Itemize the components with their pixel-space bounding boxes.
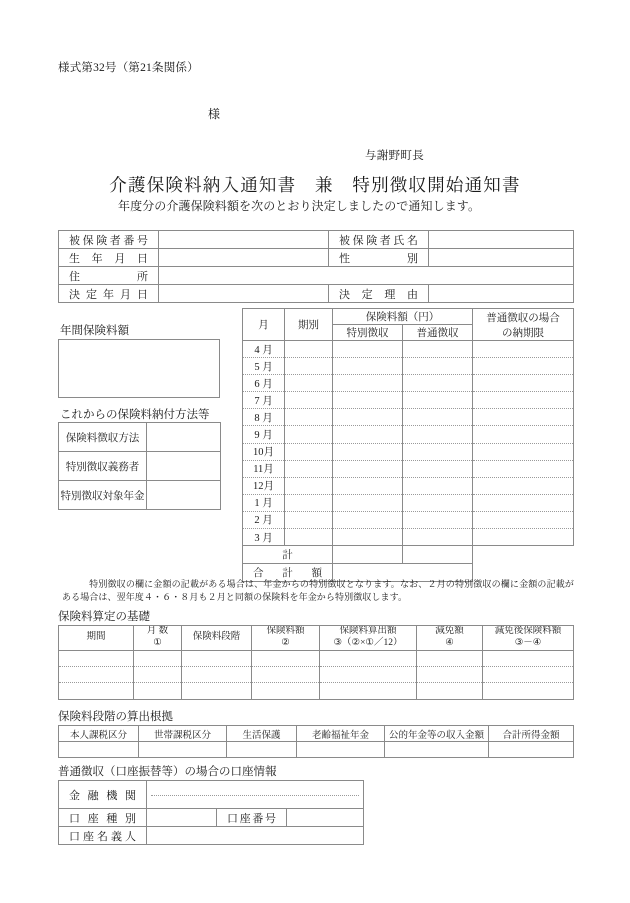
calc-premium[interactable] (252, 650, 320, 666)
special-amount[interactable] (333, 443, 403, 460)
table-row (59, 423, 221, 452)
public-pension-income-value[interactable] (385, 742, 489, 758)
calc-computed[interactable] (320, 650, 417, 666)
due-date-value[interactable] (473, 529, 574, 546)
ordinary-amount[interactable] (403, 392, 473, 409)
table-row (59, 452, 221, 481)
header-period-range: 期間 (59, 626, 134, 651)
calc-premium[interactable] (252, 683, 320, 699)
calc-reduction[interactable] (417, 683, 483, 699)
ordinary-amount[interactable] (403, 494, 473, 511)
address-label: 住 所 (59, 267, 159, 285)
table-row (59, 231, 574, 249)
due-date-value[interactable] (473, 494, 574, 511)
bank-info-table (58, 780, 364, 845)
table-row (59, 781, 364, 809)
ordinary-amount[interactable] (403, 358, 473, 375)
month-label: 9 月 (243, 426, 285, 443)
special-collector-value[interactable] (147, 452, 221, 481)
month-label: 7 月 (243, 392, 285, 409)
header-premium-amount: 保険料額 ② (252, 626, 320, 651)
ordinary-amount[interactable] (403, 529, 473, 546)
table-header-row (59, 726, 574, 742)
welfare-value[interactable] (227, 742, 297, 758)
insured-number-value[interactable] (159, 231, 329, 249)
table-row (243, 477, 574, 494)
header-old-age-pension: 老齢福祉年金 (297, 726, 385, 742)
calc-computed[interactable] (320, 667, 417, 683)
due-date-value[interactable] (473, 375, 574, 392)
ordinary-amount[interactable] (403, 511, 473, 528)
calc-period[interactable] (59, 650, 134, 666)
special-amount[interactable] (333, 529, 403, 546)
header-period: 期別 (285, 309, 333, 341)
header-ordinary-collection: 普通徴収 (403, 325, 473, 341)
header-premium-amount: 保険料額（円） (333, 309, 473, 325)
special-amount[interactable] (333, 341, 403, 358)
total-income-value[interactable] (489, 742, 574, 758)
collection-method-value[interactable] (147, 423, 221, 452)
financial-institution-label: 金融機関 (59, 781, 147, 809)
payment-method-table (58, 422, 221, 510)
stage-basis-table (58, 725, 574, 758)
account-number-label: 口座番号 (217, 809, 287, 827)
header-total-income: 合計所得金額 (489, 726, 574, 742)
calc-stage[interactable] (182, 650, 252, 666)
table-row (243, 341, 574, 358)
month-label: 11月 (243, 460, 285, 477)
special-amount[interactable] (333, 477, 403, 494)
table-row (59, 827, 364, 845)
intro-sentence: 年度分の介護保険料額を次のとおり決定しましたので通知します。 (118, 199, 481, 213)
addressee-honorific: 様 (208, 107, 221, 121)
table-row (59, 809, 364, 827)
ordinary-amount[interactable] (403, 443, 473, 460)
period-value[interactable] (285, 511, 333, 528)
table-row (243, 358, 574, 375)
special-amount[interactable] (333, 460, 403, 477)
month-label: 12月 (243, 477, 285, 494)
household-tax-category-value[interactable] (139, 742, 227, 758)
account-type-value[interactable] (147, 809, 217, 827)
decision-date-label: 決定年月日 (59, 285, 159, 303)
table-row (59, 267, 574, 285)
bank-info-caption: 普通徴収（口座振替等）の場合の口座情報 (58, 766, 277, 778)
table-row (243, 375, 574, 392)
old-age-pension-value[interactable] (297, 742, 385, 758)
month-label: 8 月 (243, 409, 285, 426)
table-row (59, 742, 574, 758)
header-special-collection: 特別徴収 (333, 325, 403, 341)
form-number: 様式第32号（第21条関係） (58, 62, 199, 74)
month-label: 5 月 (243, 358, 285, 375)
table-header-row (59, 626, 574, 651)
table-row (59, 481, 221, 510)
target-pension-value[interactable] (147, 481, 221, 510)
calc-final[interactable] (483, 667, 574, 683)
annual-premium-caption: 年間保険料額 (60, 325, 129, 337)
table-row (59, 650, 574, 666)
decision-reason-label: 決 定 理 由 (329, 285, 429, 303)
account-type-label: 口座種別 (59, 809, 147, 827)
special-amount[interactable] (333, 426, 403, 443)
special-collector-label: 特別徴収義務者 (59, 452, 147, 481)
month-label: 4 月 (243, 341, 285, 358)
annual-premium-box[interactable] (58, 339, 220, 398)
ordinary-amount[interactable] (403, 460, 473, 477)
month-label: 6 月 (243, 375, 285, 392)
header-public-pension-income: 公的年金等の収入金額 (385, 726, 489, 742)
table-row (59, 667, 574, 683)
self-tax-category-value[interactable] (59, 742, 139, 758)
account-number-value[interactable] (287, 809, 364, 827)
calc-months[interactable] (134, 667, 182, 683)
period-value[interactable] (285, 477, 333, 494)
table-row (59, 249, 574, 267)
calc-period[interactable] (59, 683, 134, 699)
table-row (243, 409, 574, 426)
period-value[interactable] (285, 409, 333, 426)
insured-name-label: 被保険者氏名 (329, 231, 429, 249)
calc-basis-table (58, 625, 574, 700)
stage-basis-caption: 保険料段階の算出根拠 (58, 711, 173, 723)
table-row (243, 426, 574, 443)
special-collection-note: 特別徴収の欄に金額の記載がある場合は、年金からの特別徴収となります。なお、２月の特別徴収の欄に金額の記載がある場合は、翌年度４・６・８月も２月と同額の保険料を年金から特別徴収します。 (62, 579, 574, 603)
due-date-value[interactable] (473, 409, 574, 426)
subtotal-special-value[interactable] (333, 546, 403, 564)
calc-reduction[interactable] (417, 650, 483, 666)
decision-reason-value[interactable] (429, 285, 574, 303)
table-header-row (243, 309, 574, 325)
calc-final[interactable] (483, 650, 574, 666)
monthly-premium-table (242, 308, 574, 582)
subtotal-label: 計 (243, 546, 333, 564)
subtotal-spacer (473, 546, 574, 564)
due-date-value[interactable] (473, 477, 574, 494)
special-amount[interactable] (333, 375, 403, 392)
table-row (59, 285, 574, 303)
period-value[interactable] (285, 341, 333, 358)
birthdate-value[interactable] (159, 249, 329, 267)
total-label: 合 計 額 (243, 564, 333, 582)
address-value[interactable] (159, 267, 574, 285)
table-row (243, 511, 574, 528)
header-welfare: 生活保護 (227, 726, 297, 742)
header-household-tax-category: 世帯課税区分 (139, 726, 227, 742)
ordinary-amount[interactable] (403, 477, 473, 494)
account-holder-value[interactable] (147, 827, 364, 845)
table-row (243, 494, 574, 511)
due-date-value[interactable] (473, 460, 574, 477)
insured-number-label: 被保険者番号 (59, 231, 159, 249)
calc-months[interactable] (134, 683, 182, 699)
gender-value[interactable] (429, 249, 574, 267)
due-date-value[interactable] (473, 358, 574, 375)
subtotal-row (243, 546, 574, 564)
period-value[interactable] (285, 494, 333, 511)
header-after-reduction: 減免後保険料額 ③－④ (483, 626, 574, 651)
calc-reduction[interactable] (417, 667, 483, 683)
month-label: 10月 (243, 443, 285, 460)
header-month-count: 月 数 ① (134, 626, 182, 651)
ordinary-amount[interactable] (403, 375, 473, 392)
due-date-value[interactable] (473, 341, 574, 358)
table-row (243, 392, 574, 409)
table-row (59, 683, 574, 699)
period-value[interactable] (285, 358, 333, 375)
account-holder-label: 口座名義人 (59, 827, 147, 845)
month-label: 1 月 (243, 494, 285, 511)
table-row (243, 529, 574, 546)
document-title: 介護保険料納入通知書 兼 特別徴収開始通知書 (109, 175, 521, 195)
decision-date-value[interactable] (159, 285, 329, 303)
calc-premium[interactable] (252, 667, 320, 683)
calc-final[interactable] (483, 683, 574, 699)
collection-method-label: 保険料徴収方法 (59, 423, 147, 452)
period-value[interactable] (285, 426, 333, 443)
calc-basis-caption: 保険料算定の基礎 (58, 611, 150, 623)
gender-label: 性 別 (329, 249, 429, 267)
special-amount[interactable] (333, 358, 403, 375)
calc-stage[interactable] (182, 667, 252, 683)
calc-months[interactable] (134, 650, 182, 666)
insured-info-table (58, 230, 574, 303)
due-date-value[interactable] (473, 443, 574, 460)
special-amount[interactable] (333, 494, 403, 511)
birthdate-label: 生 年 月 日 (59, 249, 159, 267)
period-value[interactable] (285, 392, 333, 409)
period-value[interactable] (285, 443, 333, 460)
header-reduction-amount: 減免額 ④ (417, 626, 483, 651)
insured-name-value[interactable] (429, 231, 574, 249)
ordinary-amount[interactable] (403, 426, 473, 443)
table-row (243, 443, 574, 460)
calc-period[interactable] (59, 667, 134, 683)
ordinary-amount[interactable] (403, 409, 473, 426)
subtotal-ordinary-value[interactable] (403, 546, 473, 564)
calc-computed[interactable] (320, 683, 417, 699)
period-value[interactable] (285, 375, 333, 392)
due-date-value[interactable] (473, 511, 574, 528)
header-due-date: 普通徴収の場合 の納期限 (473, 309, 574, 341)
header-premium-stage: 保険料段階 (182, 626, 252, 651)
special-amount[interactable] (333, 409, 403, 426)
ordinary-amount[interactable] (403, 341, 473, 358)
target-pension-label: 特別徴収対象年金 (59, 481, 147, 510)
payment-method-caption: これからの保険料納付方法等 (60, 409, 210, 421)
special-amount[interactable] (333, 392, 403, 409)
period-value[interactable] (285, 460, 333, 477)
due-date-value[interactable] (473, 392, 574, 409)
table-row (243, 460, 574, 477)
header-calculated-amount: 保険料算出額 ③（②×①／12） (320, 626, 417, 651)
month-label: 2 月 (243, 511, 285, 528)
month-label: 3 月 (243, 529, 285, 546)
header-self-tax-category: 本人課税区分 (59, 726, 139, 742)
special-amount[interactable] (333, 511, 403, 528)
header-month: 月 (243, 309, 285, 341)
issuer-name: 与謝野町長 (365, 150, 424, 162)
period-value[interactable] (285, 529, 333, 546)
financial-institution-value[interactable] (147, 781, 364, 809)
calc-stage[interactable] (182, 683, 252, 699)
due-date-value[interactable] (473, 426, 574, 443)
